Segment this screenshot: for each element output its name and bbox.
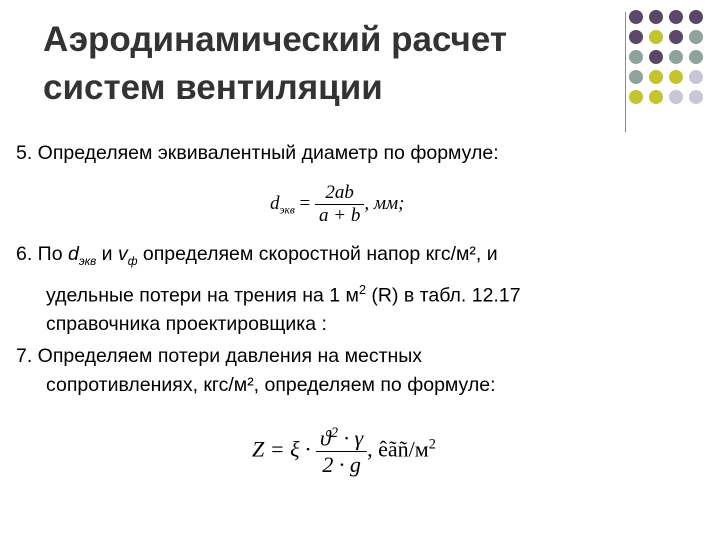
formula2-numerator — [316, 425, 367, 452]
formula1-denominator: a + b — [319, 205, 361, 226]
formula2-units-sup: 2 — [428, 436, 436, 453]
step-6-suffix: определяем скоростной напор кгс/м², и — [137, 243, 498, 265]
step-7-line-1: 7. Определяем потери давления на местных — [16, 345, 423, 367]
formula2-num-base: ϑ — [320, 425, 331, 451]
formula2-lhs: Z = ξ · — [252, 436, 311, 462]
formula1-fraction — [315, 182, 364, 227]
formula2-num-rest: · γ — [337, 425, 364, 451]
step-6-and: и — [96, 243, 118, 265]
step-6-d-symbol: d — [67, 243, 79, 265]
step-6 — [16, 240, 706, 339]
formula1-lhs: d — [270, 192, 280, 214]
step-7-line-2: сопротивлениях, кгс/м², определяем по формуле: — [46, 374, 496, 396]
step-6-line-3: справочника проектировщика : — [46, 313, 327, 336]
step-6-line-2-post: (R) в табл. 12.17 — [366, 284, 521, 307]
title-line-1: Аэродинамический расчет — [43, 20, 508, 59]
step-6-prefix: 6. По — [16, 243, 68, 265]
formula-equivalent-diameter — [270, 182, 404, 227]
formula2-denominator: 2 · g — [322, 452, 361, 478]
decorative-dot-grid — [628, 9, 718, 109]
step-6-line-2-pre: удельные потери на трения на 1 м — [46, 284, 359, 307]
formula2-fraction — [316, 425, 367, 478]
formula-local-losses — [252, 425, 436, 478]
formula1-numerator: 2ab — [315, 182, 364, 205]
step-6-v-symbol: v — [117, 243, 128, 265]
formula2-units: , êãñ/м — [367, 436, 429, 462]
formula2-num-sup: 2 — [330, 425, 338, 441]
step-6-line-2 — [16, 276, 706, 311]
step-7 — [16, 342, 706, 400]
formula1-units: , мм; — [364, 192, 405, 214]
step-6-line-2-sup: 2 — [358, 282, 366, 297]
title-line-2: систем вентиляции — [43, 68, 383, 107]
title-divider — [625, 12, 626, 132]
formula1-eq: = — [294, 192, 316, 214]
step-6-v-sub: ф — [127, 254, 138, 268]
formula1-lhs-sub: экв — [279, 204, 295, 217]
step-6-d-sub: экв — [78, 254, 97, 268]
slide-title — [43, 16, 603, 112]
step-5: 5. Определяем эквивалентный диаметр по формуле: — [16, 142, 499, 164]
step-6-line-1 — [16, 240, 706, 276]
